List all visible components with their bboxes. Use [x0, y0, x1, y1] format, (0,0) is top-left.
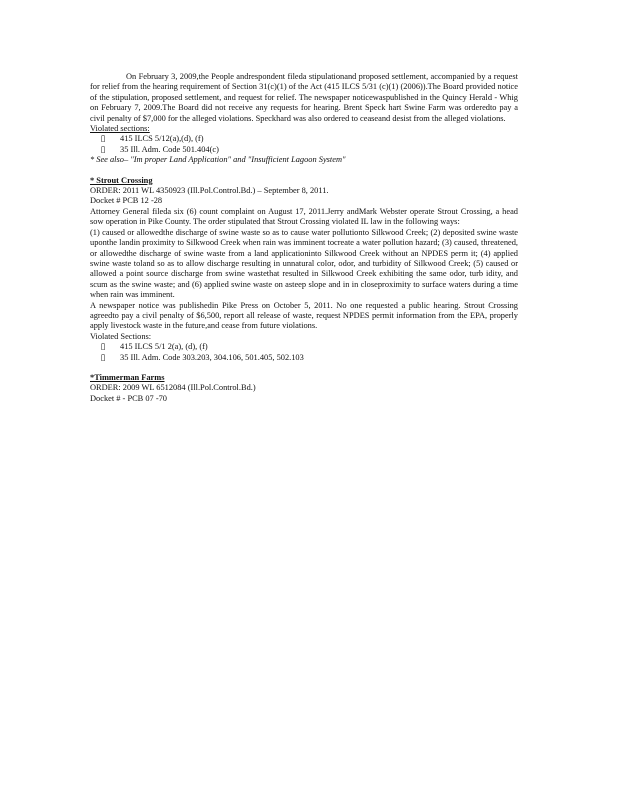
entry1-bullet — [90, 134, 518, 144]
entry2-heading-text: * Strout Crossing — [90, 175, 153, 185]
entry2-docket: Docket # PCB 12 -28 — [90, 196, 163, 206]
box-bullet-icon: ▯ — [100, 144, 106, 154]
bullet-text: 35 Ill. Adm. Code 303.203, 304.106, 501.405, 502.103 — [120, 352, 304, 362]
box-bullet-icon: ▯ — [100, 342, 106, 352]
entry2-heading — [90, 176, 518, 186]
entry2-paragraph2: (1) caused or allowedthe discharge of swine waste so as to cause water pollutionto Silkwood Creek; (2) deposited swine waste uponthe landin proximity to Silkwood Creek when rain was imminent tocreate a water pollution hazard; (3) caused, threatened, or allowedthe discharge of swine waste from a land applicationinto Silkwood Creek without an NPDES perm it; (4) applied swine waste toland so as to allow discharge resulting in unnatural color, odor, and turbidity of Silkwood Creek; (5) caused or allowed a point source discharge from swine wastethat resulted in Silkwood Creek exhibiting the same odor, turb idity, and scum as the swine waste; and (6) applied swine waste on asteep slope and in in closeproximity to surface waters during a time when rain was imminent. — [90, 227, 518, 300]
bullet-text: 415 ILCS 5/1 2(a), (d), (f) — [120, 342, 208, 352]
entry2-violated-label: Violated Sections: — [90, 331, 152, 341]
entry1-paragraph: On February 3, 2009,the People andrespondent fileda stipulationand proposed settlement, accompanied by a request for relief from the hearing requirement of Section 31(c)(1) of the Act (415 ILCS 5/31 (c)(1) (2006)).The Board provided notice of the stipulation, proposed settlement, and request for relief. The newspaper noticewaspublished in the Quincy Herald - Whig on February 7, 2009.The Board did not receive any requests for hearing. Brent Speck hart Swine Farm was orderedto pay a civil penalty of $7,000 for the alleged violations. Speckhard was also ordered to ceaseand desist from the alleged violations. — [90, 72, 518, 123]
entry3-order: ORDER: 2009 WL 6512084 (Ill.Pol.Control.Bd.) — [90, 383, 256, 393]
entry2-order: ORDER: 2011 WL 4350923 (Ill.Pol.Control.Bd.) – September 8, 2011. — [90, 186, 329, 196]
entry3-docket: Docket # - PCB 07 -70 — [90, 393, 167, 403]
entry2-paragraph1: Attorney General fileda six (6) count complaint on August 17, 2011.Jerry andMark Webster operate Strout Crossing, a head sow operation in Pike County. The order stipulated that Strout Crossing violated IL law in the following ways: — [90, 206, 518, 227]
entry2-bullet — [90, 342, 518, 352]
entry1-violated-label: Violated sections: — [90, 124, 150, 134]
entry3-heading — [90, 373, 518, 383]
document-page — [90, 72, 518, 404]
bullet-text: 415 ILCS 5/12(a),(d), (f) — [120, 134, 204, 144]
entry1-see-also: * See also– "Im proper Land Application" and "Insufficient Lagoon System" — [90, 155, 346, 165]
bullet-text: 35 Ill. Adm. Code 501.404(c) — [120, 144, 219, 154]
box-bullet-icon: ▯ — [100, 134, 106, 144]
entry2-bullet — [90, 353, 518, 363]
entry1-bullet — [90, 145, 518, 155]
entry2-paragraph3: A newspaper notice was publishedin Pike Press on October 5, 2011. No one requested a public hearing. Strout Crossing agreedto pay a civil penalty of $6,500, report all release of waste, request NPDES permit information from the EPA, properly apply livestock waste in the future,and cease from future violations. — [90, 300, 518, 331]
box-bullet-icon: ▯ — [100, 352, 106, 362]
entry3-heading-text: *Timmerman Farms — [90, 372, 165, 382]
